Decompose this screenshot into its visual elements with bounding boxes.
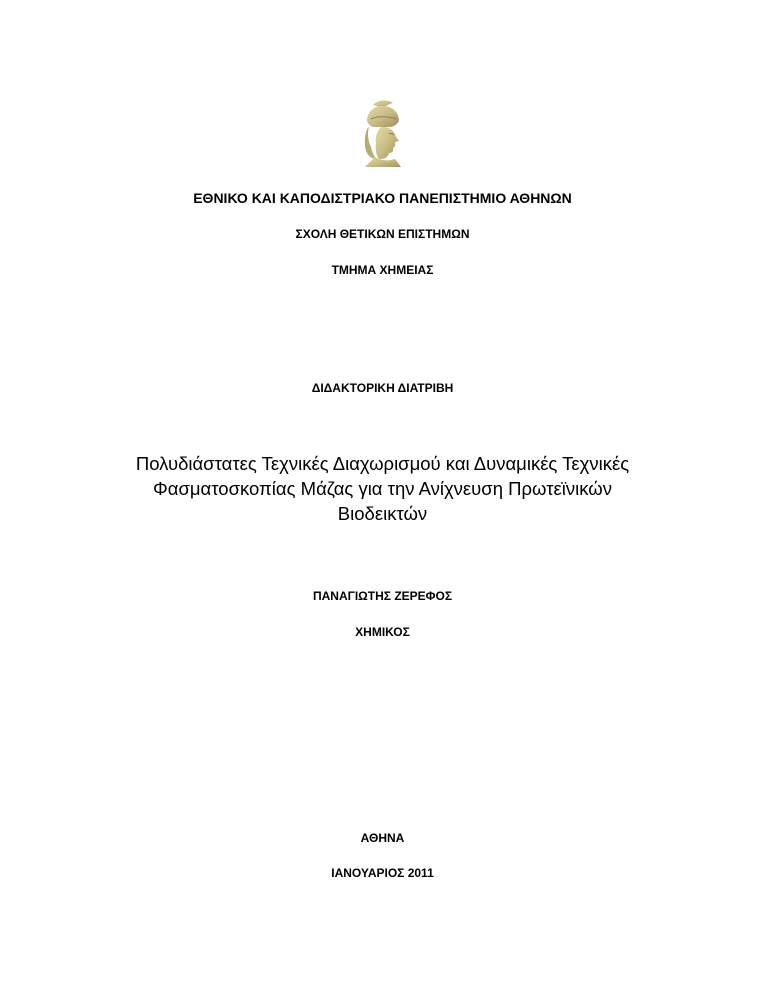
document-type: ΔΙΔΑΚΤΟΡΙΚΗ ΔΙΑΤΡΙΒΗ — [311, 381, 454, 395]
thesis-title-line: Βιοδεικτών — [337, 503, 428, 524]
author-name: ΠΑΝΑΓΙΩΤΗΣ ΖΕΡΕΦΟΣ — [312, 589, 453, 603]
university-name: ΕΘΝΙΚΟ ΚΑΙ ΚΑΠΟΔΙΣΤΡΙΑΚΟ ΠΑΝΕΠΙΣΤΗΜΙΟ ΑΘΗΝΩΝ — [193, 190, 572, 206]
thesis-title — [100, 451, 665, 526]
thesis-title-line: Πολυδιάστατες Τεχνικές Διαχωρισμού και Δυναμικές Τεχνικές — [135, 453, 630, 474]
athena-head-emblem-icon — [359, 99, 407, 169]
author-profession: ΧΗΜΙΚΟΣ — [355, 625, 410, 639]
date: ΙΑΝΟΥΑΡΙΟΣ 2011 — [331, 866, 434, 880]
department-name: ΤΜΗΜΑ ΧΗΜΕΙΑΣ — [331, 263, 434, 277]
school-name: ΣΧΟΛΗ ΘΕΤΙΚΩΝ ΕΠΙΣΤΗΜΩΝ — [295, 227, 470, 241]
thesis-title-line: Φασματοσκοπίας Μάζας για την Ανίχνευση Πρωτεϊνικών — [153, 478, 612, 499]
city: ΑΘΗΝΑ — [360, 831, 405, 845]
